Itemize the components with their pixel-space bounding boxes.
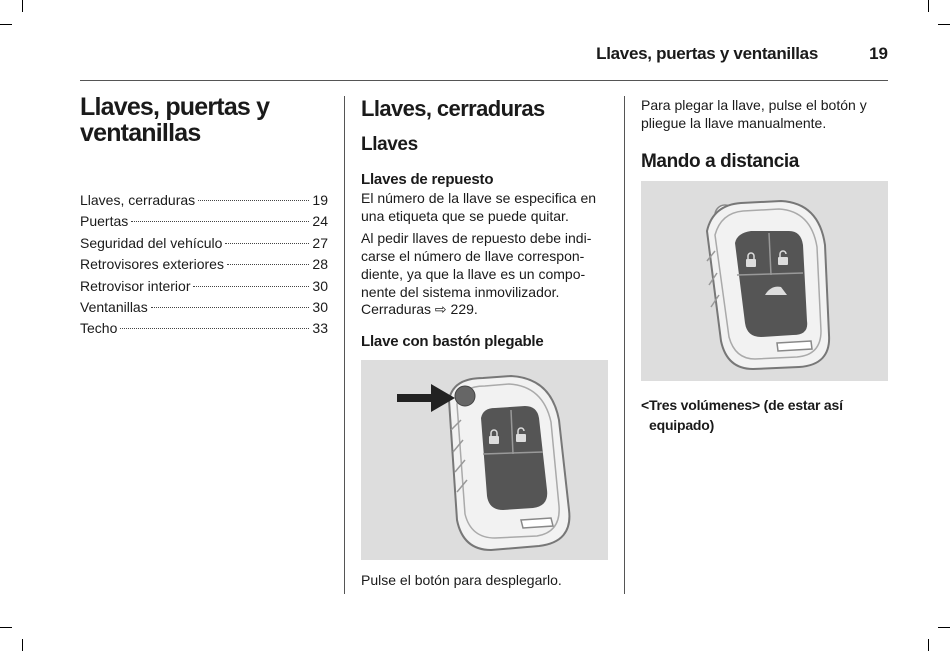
chapter-title-line: ventanillas [80, 119, 201, 147]
toc-label: Retrovisores exteriores [80, 256, 224, 273]
toc-leader [198, 200, 309, 201]
cross-reference[interactable] [361, 300, 611, 318]
crop-mark [22, 0, 23, 12]
toc-leader [225, 243, 309, 244]
fold-instructions [641, 96, 891, 132]
crop-mark [0, 627, 12, 628]
crop-mark [0, 24, 12, 25]
reference-page: 229. [450, 301, 478, 317]
reference-arrow-icon: ⇨ [434, 301, 447, 317]
text-line: carse el número de llave correspon- [361, 248, 585, 264]
remote-fob-figure [641, 181, 888, 381]
header-rule [80, 80, 888, 81]
toc-item[interactable] [80, 190, 328, 211]
release-button [455, 386, 475, 406]
toc-label: Ventanillas [80, 298, 148, 315]
text-line: equipado) [649, 417, 715, 433]
toc-page: 28 [312, 256, 328, 273]
running-head-title: Llaves, puertas y ventanillas [596, 44, 818, 63]
toc-page: 30 [312, 277, 328, 294]
spare-keys-heading: Llaves de repuesto [361, 171, 494, 188]
toc-leader [227, 264, 309, 265]
text-line: <Tres volúmenes> (de estar así [641, 397, 843, 413]
text-line: El número de la llave se especifica en [361, 190, 597, 206]
key-fob-figure [361, 360, 608, 560]
toc-page: 30 [312, 298, 328, 315]
folding-key-heading: Llave con bastón plegable [361, 333, 544, 350]
table-of-contents [80, 190, 328, 340]
chapter-title-line: Llaves, puertas y [80, 93, 270, 121]
button-pad [735, 231, 807, 337]
toc-label: Puertas [80, 213, 129, 230]
key-slot [521, 518, 553, 528]
reference-label: Cerraduras [361, 301, 432, 317]
crop-mark [938, 627, 950, 628]
toc-label: Retrovisor interior [80, 277, 191, 294]
toc-leader [193, 286, 309, 287]
text-line: una etiqueta que se puede quitar. [361, 208, 569, 224]
toc-label: Seguridad del vehículo [80, 234, 223, 251]
toc-page: 24 [312, 213, 328, 230]
crop-mark [928, 639, 929, 651]
key-slot [777, 341, 812, 351]
toc-item[interactable] [80, 254, 328, 275]
toc-label: Llaves, cerraduras [80, 192, 196, 208]
column-divider [344, 96, 345, 594]
text-line: diente, ya que la llave es un compo- [361, 266, 586, 282]
arrow-icon [397, 384, 455, 412]
toc-page: 33 [312, 320, 328, 337]
page-number: 19 [869, 44, 888, 63]
crop-mark [938, 24, 950, 25]
toc-item[interactable] [80, 211, 328, 232]
toc-page: 27 [312, 234, 328, 251]
remote-illustration [641, 181, 888, 381]
toc-item[interactable] [80, 318, 328, 339]
text-line: Al pedir llaves de repuesto debe indi- [361, 230, 592, 246]
text-line: pliegue la llave manualmente. [641, 115, 827, 131]
crop-mark [22, 639, 23, 651]
toc-label: Techo [80, 320, 118, 337]
toc-item[interactable] [80, 233, 328, 254]
toc-leader [151, 307, 310, 308]
spare-keys-order-paragraph [361, 229, 611, 301]
spare-keys-paragraph [361, 189, 611, 225]
text-line: Para plegar la llave, pulse el botón y [641, 97, 867, 113]
section-subtitle: Llaves [361, 134, 418, 155]
variant-note [641, 395, 891, 435]
column-divider [624, 96, 625, 594]
folding-key-illustration [361, 360, 608, 560]
crop-mark [928, 0, 929, 12]
toc-item[interactable] [80, 297, 328, 318]
toc-page: 19 [312, 192, 328, 208]
remote-heading: Mando a distancia [641, 151, 799, 172]
chapter-title [80, 94, 330, 146]
figure-caption: Pulse el botón para desplegarlo. [361, 572, 562, 588]
toc-leader [131, 221, 309, 222]
text-line: nente del sistema inmovilizador. [361, 284, 560, 300]
section-title: Llaves, cerraduras [361, 96, 545, 121]
button-pad [481, 406, 547, 510]
toc-item[interactable] [80, 276, 328, 297]
toc-leader [120, 328, 309, 329]
